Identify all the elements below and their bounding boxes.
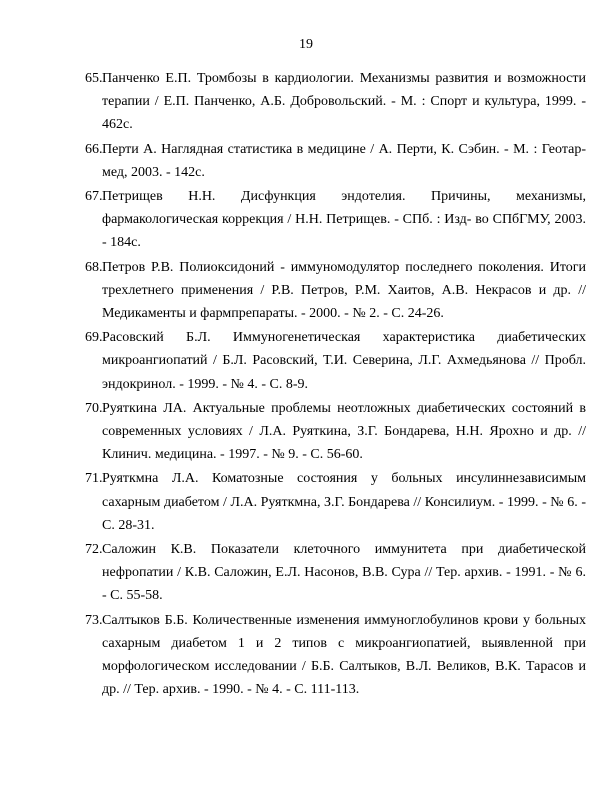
reference-number: 72. — [85, 542, 103, 558]
reference-item — [85, 609, 586, 702]
reference-number: 67. — [85, 189, 103, 205]
reference-number: 68. — [85, 259, 103, 275]
reference-number: 66. — [85, 141, 103, 157]
reference-number: 70. — [85, 400, 103, 416]
reference-item — [85, 185, 586, 255]
reference-text: Руяткина ЛА. Актуальные проблемы неотложных диабетических состояний в современных условиях / Л.А. Руяткина, З.Г. Бондарева, Н.Н. Ярохно и др. // Клинич. медицина. - 1997. - № 9. - С. 56-60. — [102, 400, 586, 463]
reference-number: 71. — [85, 471, 103, 487]
reference-text: Петров Р.В. Полиоксидоний - иммуномодулятор последнего поколения. Итоги трехлетнего применения / Р.В. Петров, Р.М. Хаитов, А.В. Некрасов и др. // Медикаменты и фармпрепараты. - 2000. - № 2. - С. 24-26. — [102, 259, 586, 322]
reference-item — [85, 538, 586, 608]
reference-text: Саложин К.В. Показатели клеточного иммунитета при диабетической нефропатии / К.В. Саложин, Е.Л. Насонов, В.В. Сура // Тер. архив. - 1991. - № 6. - С. 55-58. — [102, 542, 586, 604]
reference-item — [85, 138, 586, 184]
reference-number: 73. — [85, 612, 103, 628]
reference-list — [85, 67, 586, 702]
reference-text: Руяткмна Л.А. Коматозные состояния у больных инсулиннезависимым сахарным диабетом / Л.А. Руяткмна, З.Г. Бондарева // Консилиум. - 1999. - № 6. - С. 28-31. — [102, 471, 586, 533]
reference-item — [85, 326, 586, 396]
reference-item — [85, 467, 586, 537]
page-number: 19 — [299, 37, 313, 52]
reference-text: Расовский Б.Л. Иммуногенетическая характеристика диабетических микроангиопатий / Б.Л. Расовский, Т.И. Северина, Л.Г. Ахмедьянова // Пробл. эндокринол. - 1999. - № 4. - С. 8-9. — [102, 330, 586, 392]
reference-text: Петрищев Н.Н. Дисфункция эндотелия. Причины, механизмы, фармакологическая коррекция / Н.Н. Петрищев. - СПб. : Изд- во СПбГМУ, 2003. - 184с. — [102, 189, 586, 251]
reference-text: Панченко Е.П. Тромбозы в кардиологии. Механизмы развития и возможности терапии / Е.П. Панченко, А.Б. Добровольский. - М. : Спорт и культура, 1999. - 462с. — [102, 71, 586, 133]
reference-item — [85, 256, 586, 326]
reference-number: 65. — [85, 71, 103, 86]
reference-number: 69. — [85, 330, 103, 346]
reference-item — [85, 67, 586, 137]
reference-item — [85, 397, 586, 467]
reference-text: Салтыков Б.Б. Количественные изменения иммуноглобулинов крови у больных сахарным диабетом 1 и 2 типов с микроангиопатией, выявленной при морфологическом исследовании / Б.Б. Салтыков, В.Л. Великов, В.К. Тарасов и др. // Тер. архив. - 1990. - № 4. - С. 111-113. — [102, 612, 586, 698]
reference-text: Перти А. Наглядная статистика в медицине / А. Перти, К. Сэбин. - М. : Геотар-мед, 2003. - 142с. — [102, 141, 586, 180]
